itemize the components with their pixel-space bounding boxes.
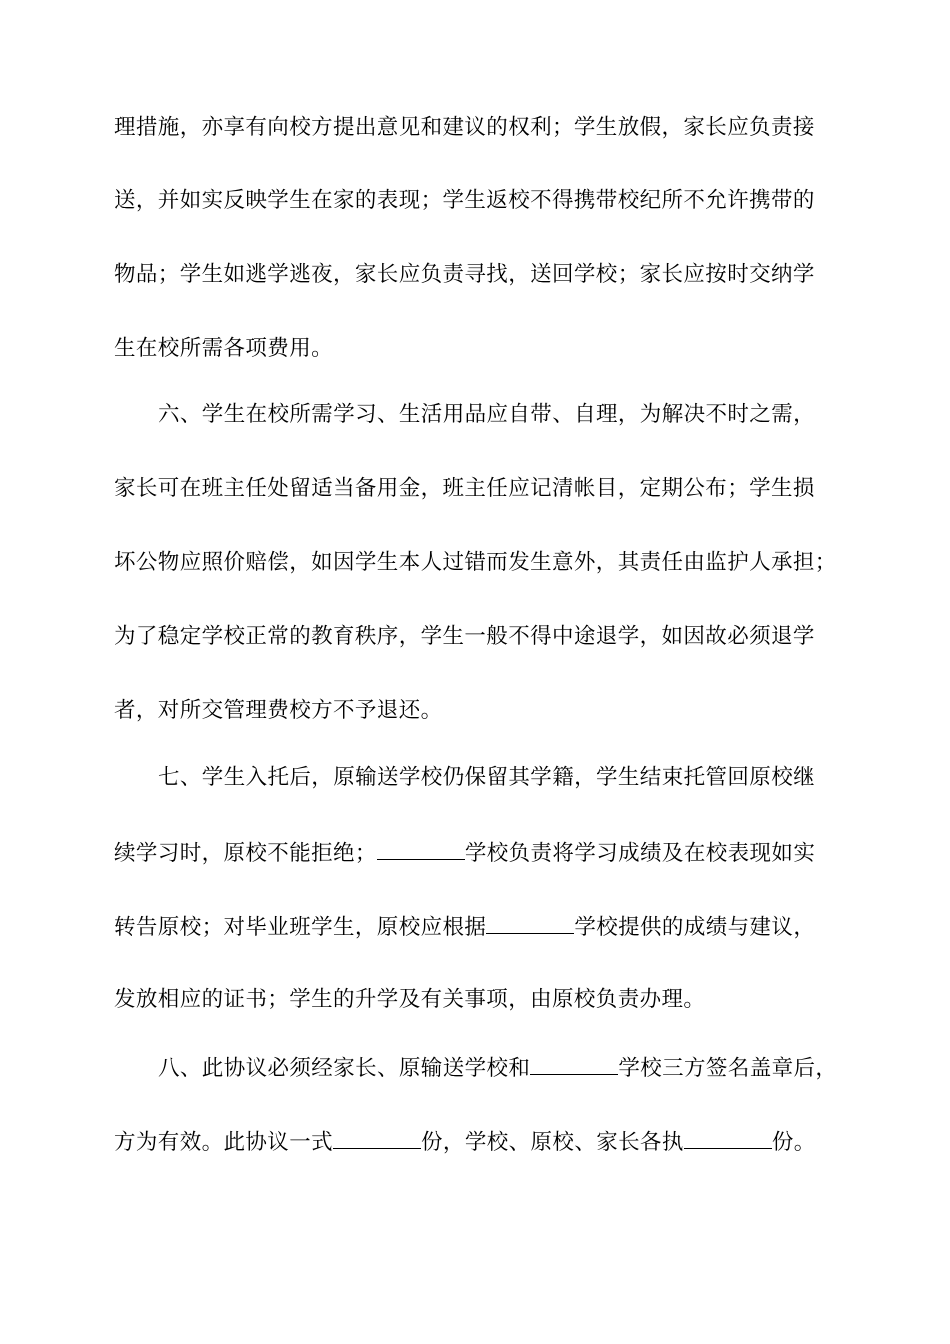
- fill-in-blank[interactable]: [377, 837, 465, 860]
- paragraph-line: [114, 837, 815, 869]
- paragraph-line: 家长可在班主任处留适当备用金，班主任应记清帐目，定期公布；学生损: [114, 476, 815, 501]
- text-segment: 份，学校、原校、家长各执: [421, 1130, 684, 1155]
- paragraph-line: 理措施，亦享有向校方提出意见和建议的权利；学生放假，家长应负责接: [114, 115, 815, 140]
- paragraph-line: 送，并如实反映学生在家的表现；学生返校不得携带校纪所不允许携带的: [114, 188, 815, 213]
- paragraph-line: 者，对所交管理费校方不予退还。: [114, 698, 443, 723]
- fill-in-blank[interactable]: [684, 1126, 772, 1149]
- fill-in-blank[interactable]: [333, 1126, 421, 1149]
- paragraph-line: 坏公物应照价赔偿，如因学生本人过错而发生意外，其责任由监护人承担；: [114, 550, 837, 575]
- clause-seven-heading-line: 七、学生入托后，原输送学校仍保留其学籍，学生结束托管回原校继: [158, 765, 816, 790]
- fill-in-blank[interactable]: [530, 1052, 618, 1075]
- clause-six-heading-line: 六、学生在校所需学习、生活用品应自带、自理，为解决不时之需，: [158, 402, 816, 427]
- fill-in-blank[interactable]: [486, 911, 574, 934]
- text-segment: 学校提供的成绩与建议，: [574, 915, 816, 940]
- text-segment: 学校负责将学习成绩及在校表现如实: [464, 841, 816, 866]
- text-segment: 转告原校；对毕业班学生，原校应根据: [114, 915, 487, 940]
- paragraph-line: [114, 1126, 816, 1158]
- text-segment: 方为有效。此协议一式: [114, 1130, 334, 1155]
- text-segment: 份。: [771, 1130, 816, 1155]
- paragraph-line: 物品；学生如逃学逃夜，家长应负责寻找，送回学校；家长应按时交纳学: [114, 262, 815, 287]
- paragraph-line: 为了稳定学校正常的教育秩序，学生一般不得中途退学，如因故必须退学: [114, 624, 815, 649]
- paragraph-line: 生在校所需各项费用。: [114, 336, 334, 361]
- paragraph-line: [114, 911, 815, 943]
- text-segment: 学校三方签名盖章后，: [618, 1056, 838, 1081]
- clause-eight-heading-line: [158, 1052, 837, 1084]
- paragraph-line: 发放相应的证书；学生的升学及有关事项，由原校负责办理。: [114, 987, 706, 1012]
- text-segment: 八、此协议必须经家长、原输送学校和: [158, 1056, 531, 1081]
- text-segment: 续学习时，原校不能拒绝；: [114, 841, 377, 866]
